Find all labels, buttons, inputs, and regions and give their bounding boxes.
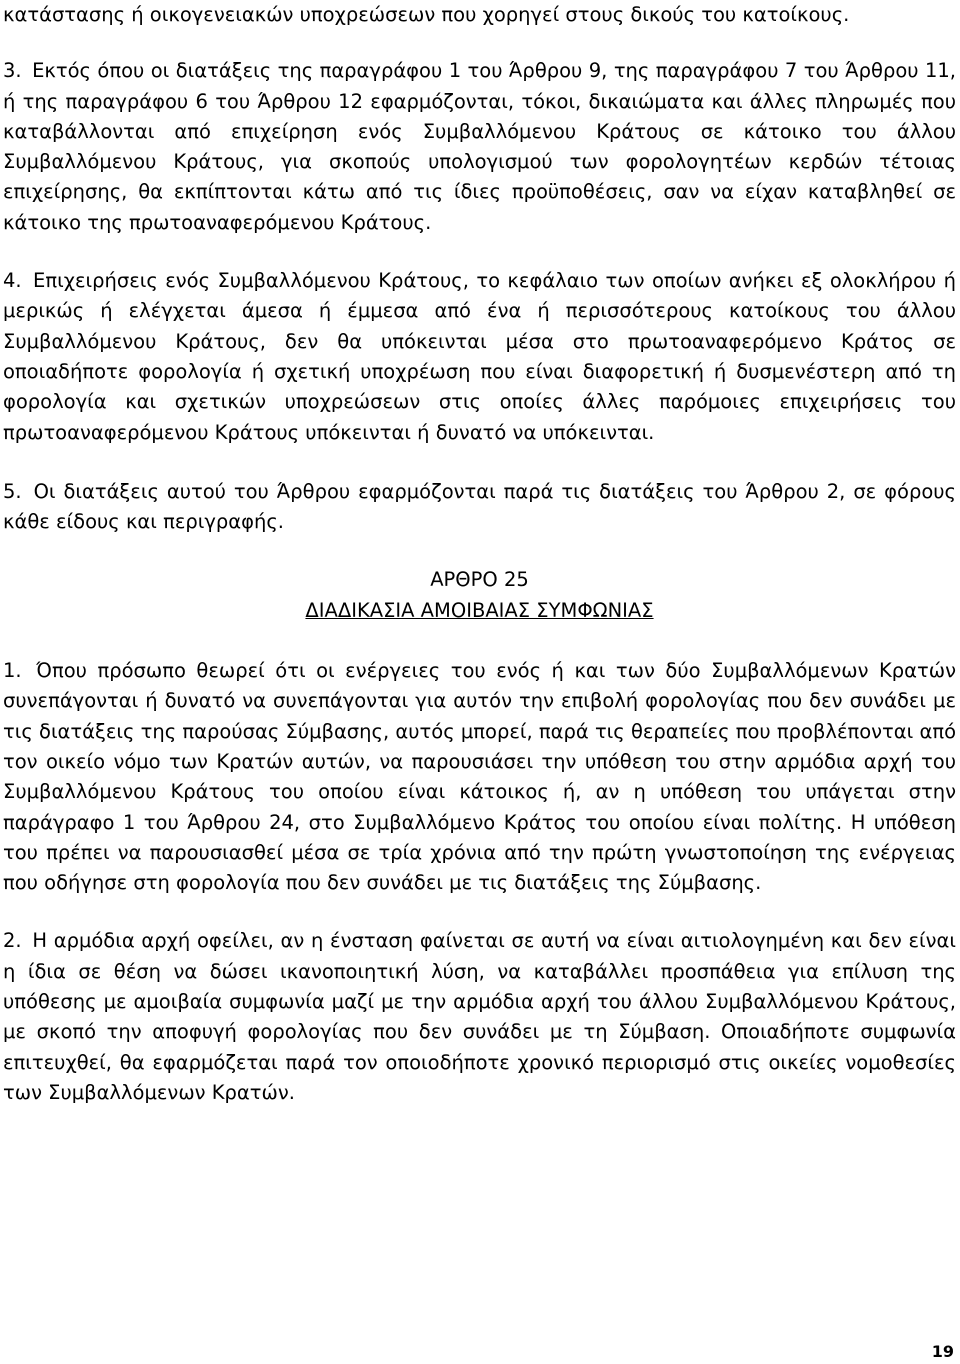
paragraph-text: Οι διατάξεις αυτού του Άρθρου εφαρμόζονται παρά τις διατάξεις του Άρθρου 2, σε φόρους κάθε είδους και περιγραφής.: [3, 479, 957, 534]
paragraph-number: 2.: [3, 929, 22, 953]
paragraph-number: 3.: [3, 59, 22, 83]
article-title: ΑΡΘΡΟ 25: [430, 568, 529, 592]
paragraph-number: 4.: [3, 269, 22, 293]
paragraph-text: κατάστασης ή οικογενειακών υποχρεώσεων που χορηγεί στους δικούς του κατοίκους.: [3, 3, 850, 26]
paragraph-text: Η αρμόδια αρχή οφείλει, αν η ένσταση φαίνεται σε αυτή να είναι αιτιολογημένη και δεν είναι η ίδια σε θέση να δώσει ικανοποιητική λύση, να καταβάλλει προσπάθεια για επίλυση της υπόθεσης με αμοιβαία συμφωνία μαζί με την αρμόδια αρχή του άλλου Συμβαλλόμενου Κράτους, με σκοπό την αποφυγή φορολογίας που δεν συνάδει με τη Σύμβαση. Οποιαδήποτε συμφωνία επιτευχθεί, θα εφαρμόζεται παρά τον οποιοδήποτε χρονικό περιορισμό στις οικείες νομοθεσίες των Συμβαλλόμενων Κρατών.: [3, 929, 957, 1104]
article-paragraph-2: [3, 926, 956, 1108]
document-page: [3, 0, 956, 1108]
article-paragraph-1: [3, 656, 956, 898]
paragraph-4: [3, 266, 956, 448]
paragraph-text: Επιχειρήσεις ενός Συμβαλλόμενου Κράτους, το κεφάλαιο των οποίων ανήκει εξ ολοκλήρου ή μερικώς ή ελέγχεται άμεσα ή έμμεσα από ένα ή περισσότερους κατοίκους του άλλου Συμβαλλόμενου Κράτους, δεν θα υπόκεινται μέσα στο πρωτοαναφερόμενο Κράτος σε οποιαδήποτε φορολογία ή σχετική υποχρέωση που είναι διαφορετική ή δυσμενέστερη από τη φορολογία και σχετικών υποχρεώσεων στις οποίες άλλες παρόμοιες επιχειρήσεις του πρωτοαναφερόμενου Κράτους υπόκεινται ή δυνατό να υπόκεινται.: [3, 269, 956, 444]
paragraph-number: 5.: [3, 479, 22, 503]
page-number: 19: [931, 1342, 954, 1361]
paragraph-intro-continuation: [3, 0, 956, 30]
paragraph-5: [3, 477, 956, 538]
paragraph-text: Όπου πρόσωπο θεωρεί ότι οι ενέργειες του ενός ή και των δύο Συμβαλλόμενων Κρατών συνεπάγονται ή δυνατό να συνεπάγονται για αυτόν την επιβολή φορολογίας που δεν συνάδει με τις διατάξεις της παρούσας Σύμβασης, αυτός μπορεί, παρά τις θεραπείες που προβλέπονται από τον οικείο νόμο των Κρατών αυτών, να παρουσιάσει την υπόθεση του στην αρμόδια αρχή του Συμβαλλόμενου Κράτους του οποίου είναι κάτοικος ή, αν η υπόθεση του υπάγεται στην παράγραφο 1 του Άρθρου 24, στο Συμβαλλόμενο Κράτος του οποίου είναι πολίτης. Η υπόθεση του πρέπει να παρουσιασθεί μέσα σε τρία χρόνια από την πρώτη γνωστοποίηση της ενέργειας που οδήγησε στη φορολογία που δεν συνάδει με τις διατάξεις της Σύμβασης.: [3, 659, 956, 895]
paragraph-number: 1.: [3, 659, 22, 683]
paragraph-text: Εκτός όπου οι διατάξεις της παραγράφου 1 του Άρθρου 9, της παραγράφου 7 του Άρθρου 11, ή της παραγράφου 6 του Άρθρου 12 εφαρμόζονται, τόκοι, δικαιώματα και άλλες πληρωμές που καταβάλλονται από επιχείρηση ενός Συμβαλλόμενου Κράτους σε κάτοικο του άλλου Συμβαλλόμενου Κράτους, για σκοπούς υπολογισμού των φορολογητέων κερδών τέτοιας επιχείρησης, θα εκπίπτονται κάτω από τις ίδιες προϋποθέσεις, σαν να είχαν καταβληθεί σε κάτοικο της πρωτοαναφερόμενου Κράτους.: [3, 59, 957, 234]
article-subtitle-text: ΔΙΑΔΙΚΑΣΙΑ ΑΜΟΙΒΑΙΑΣ ΣΥΜΦΩΝΙΑΣ: [305, 598, 654, 622]
article-subtitle: [3, 596, 956, 626]
paragraph-3: [3, 56, 956, 238]
